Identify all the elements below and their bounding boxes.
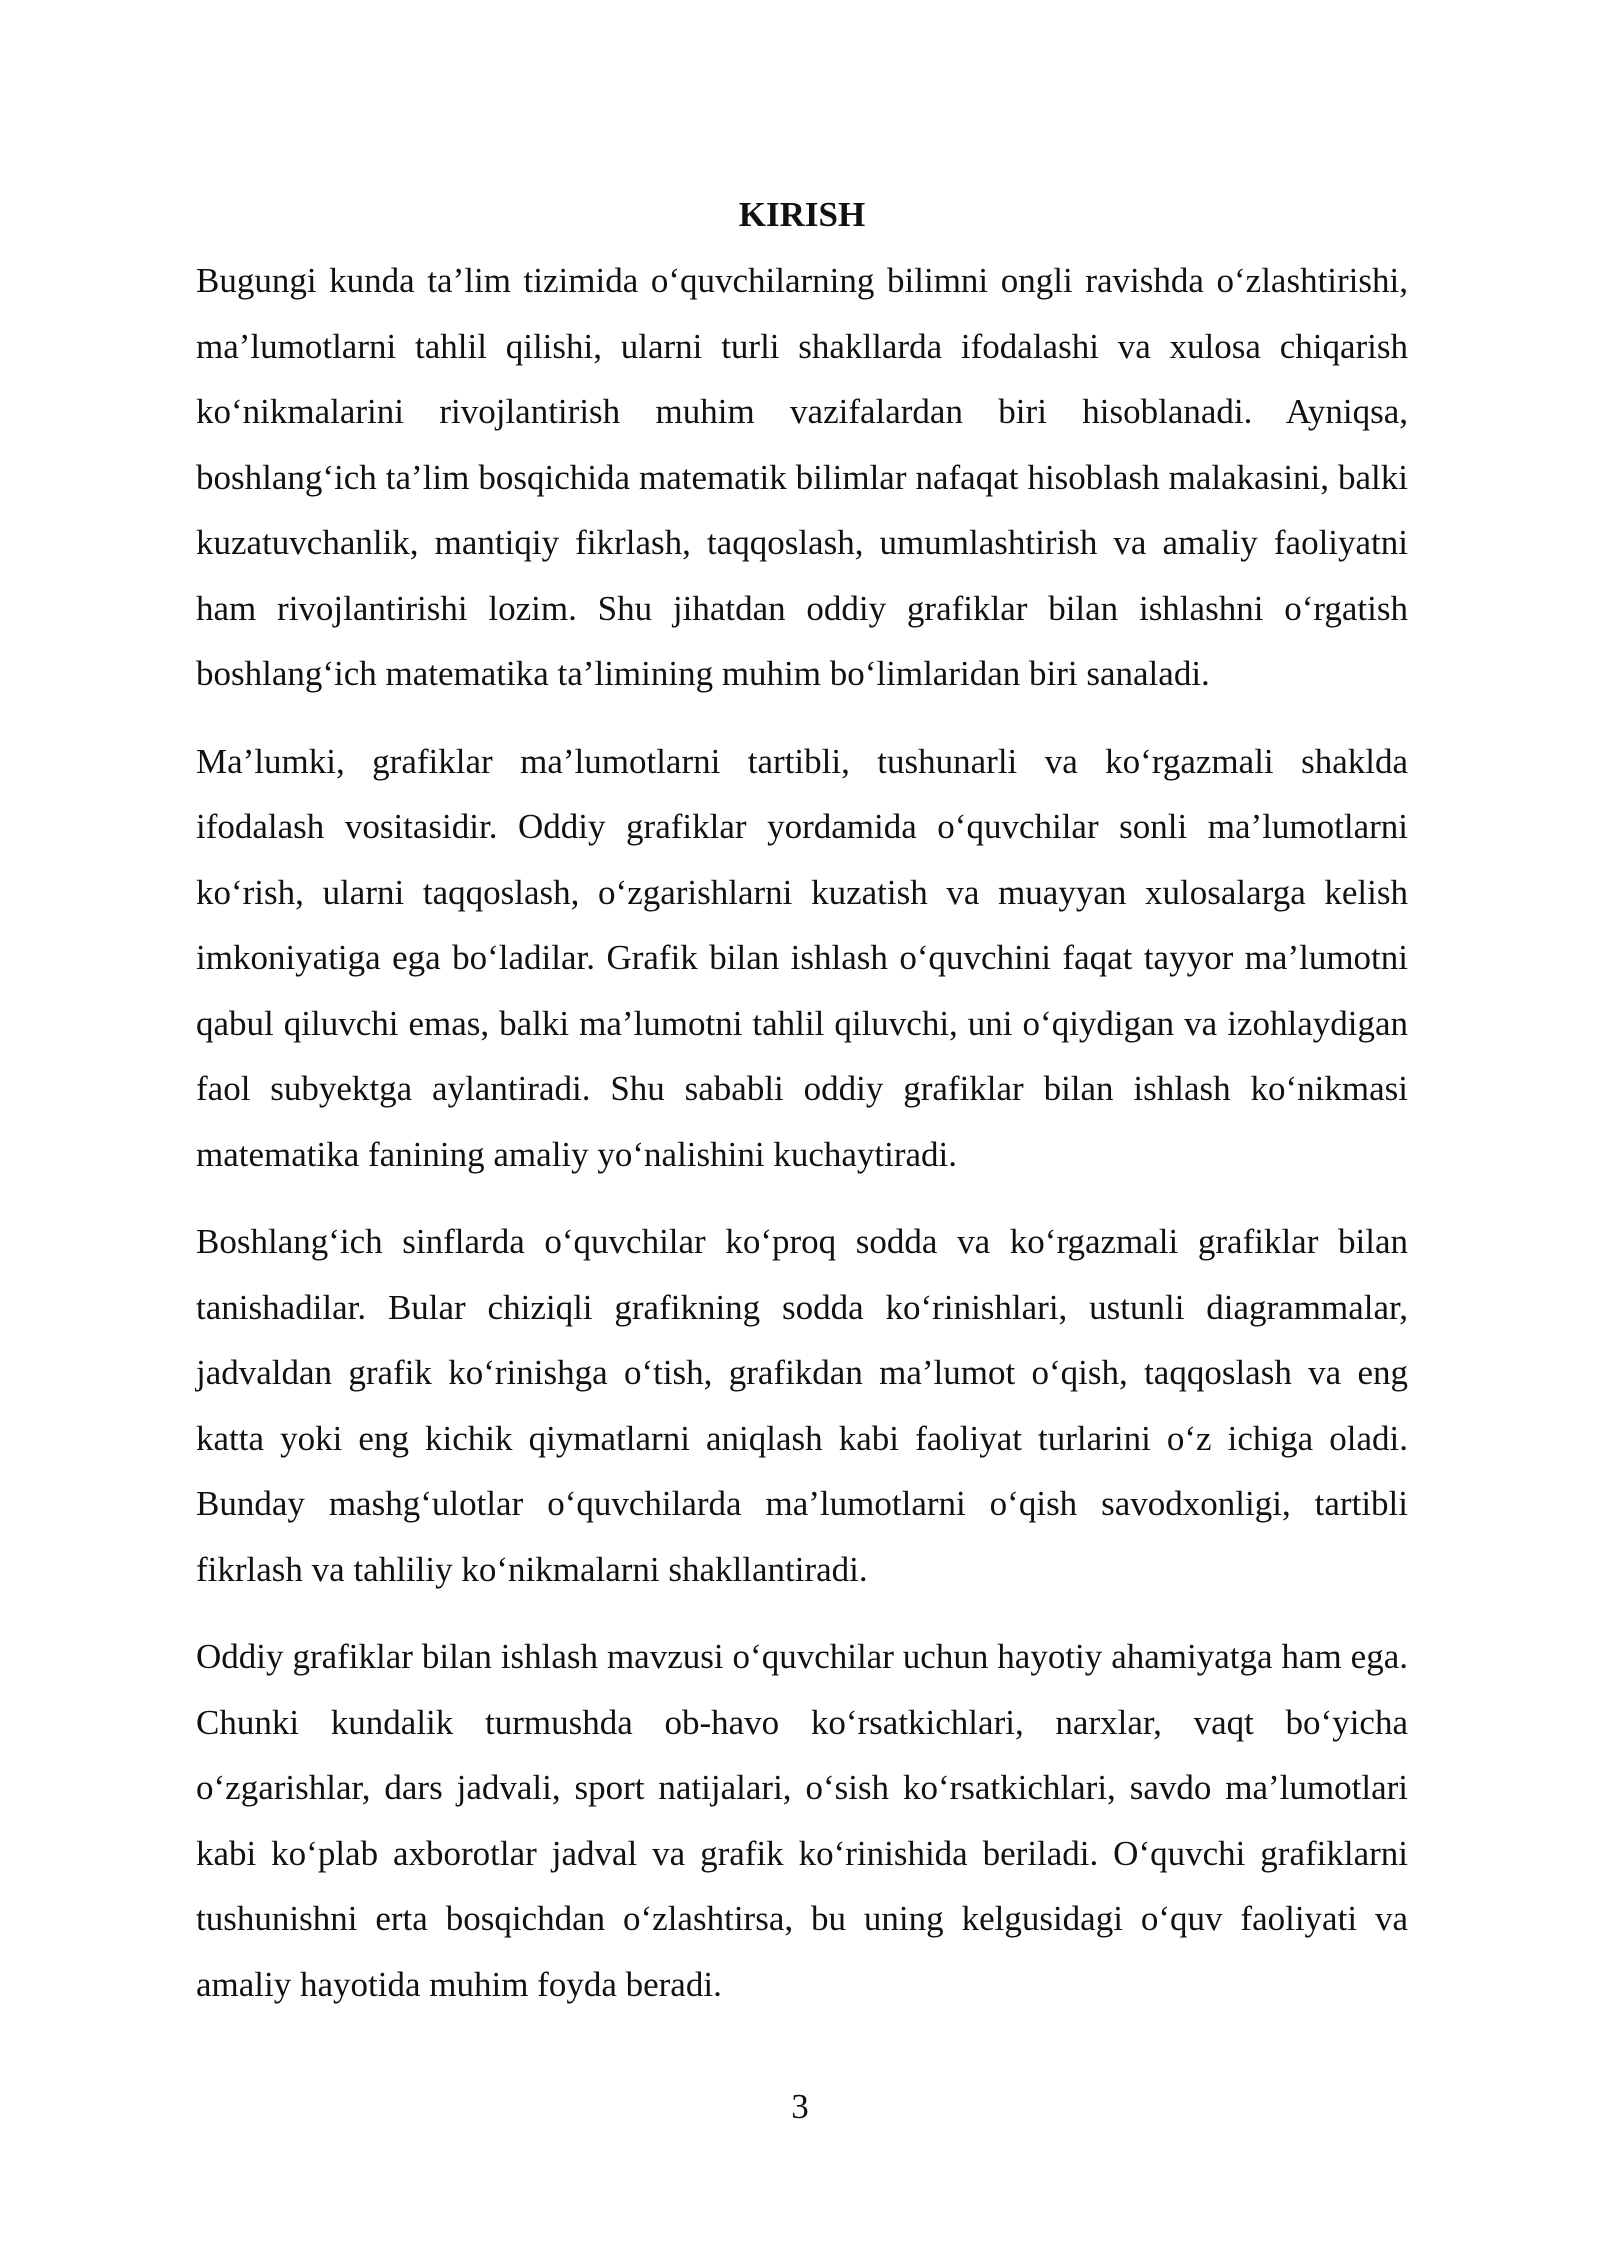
paragraph-2: Ma’lumki, grafiklar ma’lumotlarni tartibli, tushunarli va ko‘rgazmali shaklda ifodalash vositasidir. Oddiy grafiklar yordamida o‘quvchilar sonli ma’lumotlarni ko‘rish, ularni taqqoslash, o‘zgarishlarni kuzatish va muayyan xulosalarga kelish imkoniyatiga ega bo‘ladilar. Grafik bilan ishlash o‘quvchini faqat tayyor ma’lumotni qabul qiluvchi emas, balki ma’lumotni tahlil qiluvchi, uni o‘qiydigan va izohlaydigan faol subyektga aylantiradi. Shu sababli oddiy grafiklar bilan ishlash ko‘nikmasi matematika fanining amaliy yo‘nalishini kuchaytiradi. bbox=[196, 741, 1408, 1174]
paragraph-4: Oddiy grafiklar bilan ishlash mavzusi o‘quvchilar uchun hayotiy ahamiyatga ham ega. Chunki kundalik turmushda ob-havo ko‘rsatkichlari, narxlar, vaqt bo‘yicha o‘zgarishlar, dars jadvali, sport natijalari, o‘sish ko‘rsatkichlari, savdo ma’lumotlari kabi ko‘plab axborotlar jadval va grafik ko‘rinishida beriladi. O‘quvchi grafiklarni tushunishni erta bosqichdan o‘zlashtirsa, bu uning kelgusidagi o‘quv faoliyati va amaliy hayotida muhim foyda beradi. bbox=[196, 1637, 1408, 2004]
page-content bbox=[196, 190, 1408, 2039]
paragraph-1: Bugungi kunda ta’lim tizimida o‘quvchilarning bilimni ongli ravishda o‘zlashtirishi, ma’lumotlarni tahlil qilishi, ularni turli shakllarda ifodalashi va xulosa chiqarish ko‘nikmalarini rivojlantirish muhim vazifalardan biri hisoblanadi. Ayniqsa, boshlang‘ich ta’lim bosqichida matematik bilimlar nafaqat hisoblash malakasini, balki kuzatuvchanlik, mantiqiy fikrlash, taqqoslash, umumlashtirish va amaliy faoliyatni ham rivojlantirishi lozim. Shu jihatdan oddiy grafiklar bilan ishlashni o‘rgatish boshlang‘ich matematika ta’limining muhim bo‘limlaridan biri sanaladi. bbox=[196, 261, 1408, 693]
page-number: 3 bbox=[791, 2087, 809, 2126]
paragraph-3: Boshlang‘ich sinflarda o‘quvchilar ko‘proq sodda va ko‘rgazmali grafiklar bilan tanishadilar. Bular chiziqli grafikning sodda ko‘rinishlari, ustunli diagrammalar, jadvaldan grafik ko‘rinishga o‘tish, grafikdan ma’lumot o‘qish, taqqoslash va eng katta yoki eng kichik qiymatlarni aniqlash kabi faoliyat turlarini o‘z ichiga oladi. Bunday mashg‘ulotlar o‘quvchilarda ma’lumotlarni o‘qish savodxonligi, tartibli fikrlash va tahliliy ko‘nikmalarni shakllantiradi. bbox=[196, 1222, 1408, 1589]
section-title: KIRISH bbox=[738, 195, 866, 234]
